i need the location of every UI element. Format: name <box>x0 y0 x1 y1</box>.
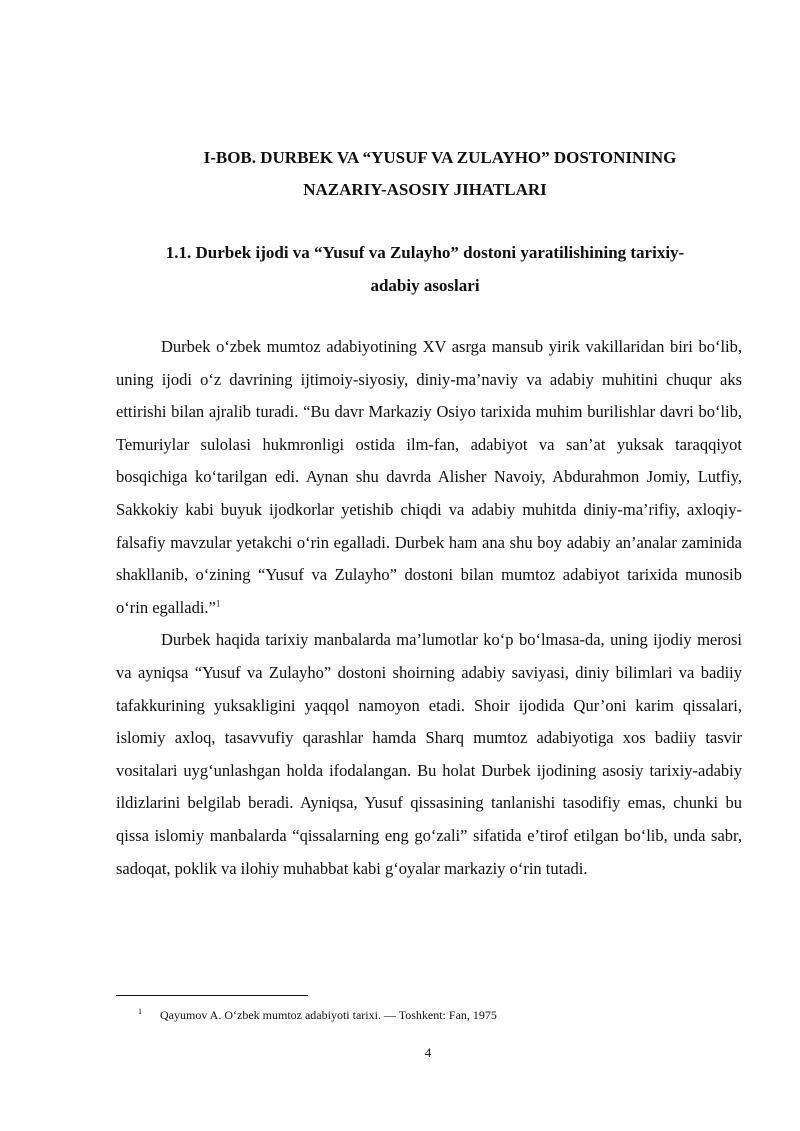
section-title-line-1: 1.1. Durbek ijodi va “Yusuf va Zulayho” dostoni yaratilishining tarixiy- <box>165 243 685 262</box>
footnote <box>138 1004 738 1023</box>
footnote-separator <box>116 995 308 996</box>
paragraph-2-text: Durbek haqida tarixiy manbalarda ma’lumotlar ko‘p bo‘lmasa-da, uning ijodiy merosi va ayniqsa “Yusuf va Zulayho” dostoni shoirning adabiy saviyasi, diniy bilimlari va badiiy tafakkurining yuksakligini yaqqol namoyon etadi. Shoir ijodida Qur’oni karim qissalari, islomiy axloq, tasavvufiy qarashlar hamda Sharq mumtoz adabiyotiga xos badiiy tasvir vositalari uyg‘unlashgan holda ifodalangan. Bu holat Durbek ijodining asosiy tarixiy-adabiy ildizlarini belgilab beradi. Ayniqsa, Yusuf qissasining tanlanishi tasodifiy emas, chunki bu qissa islomiy manbalarda “qissalarning eng go‘zali” sifatida e’tirof etilgan bo‘lib, unda sabr, sadoqat, poklik va ilohiy muhabbat kabi g‘oyalar markaziy o‘rin tutadi. <box>116 630 742 878</box>
paragraph-1 <box>116 331 742 624</box>
section-title <box>110 236 740 302</box>
footnote-mark: 1 <box>138 1007 142 1016</box>
body-text <box>116 331 742 885</box>
chapter-title-line-1: I-BOB. DURBEK VA “YUSUF VA ZULAYHO” DOSTONINING <box>203 148 677 167</box>
chapter-title-line-2: NAZARIY-ASOSIY JIHATLARI <box>303 180 547 199</box>
paragraph-2 <box>116 624 742 885</box>
chapter-title <box>110 142 740 206</box>
paragraph-1-text: Durbek o‘zbek mumtoz adabiyotining XV asrga mansub yirik vakillaridan biri bo‘lib, uning ijodi o‘z davrining ijtimoiy-siyosiy, diniy-ma’naviy va adabiy muhitini chuqur aks ettirishi bilan ajralib turadi. “Bu davr Markaziy Osiyo tarixida muhim burilishlar davri bo‘lib, Temuriylar sulolasi hukmronligi ostida ilm-fan, adabiyot va san’at yuksak taraqqiyot bosqichiga ko‘tarilgan edi. Aynan shu davrda Alisher Navoiy, Abdurahmon Jomiy, Lutfiy, Sakkokiy kabi buyuk ijodkorlar yetishib chiqdi va adabiy muhitda diniy-ma’rifiy, axloqiy-falsafiy mavzular yetakchi o‘rin egalladi. Durbek ham ana shu boy adabiy an’analar zaminida shakllanib, o‘zining “Yusuf va Zulayho” dostoni bilan mumtoz adabiyot tarixida munosib o‘rin egalladi.” <box>116 337 742 617</box>
page-number: 4 <box>424 1045 432 1060</box>
section-title-line-2: adabiy asoslari <box>370 276 480 295</box>
footnote-reference[interactable]: 1 <box>215 598 221 609</box>
footnote-text: Qayumov A. O‘zbek mumtoz adabiyoti tarixi. — Toshkent: Fan, 1975 <box>160 1008 497 1022</box>
